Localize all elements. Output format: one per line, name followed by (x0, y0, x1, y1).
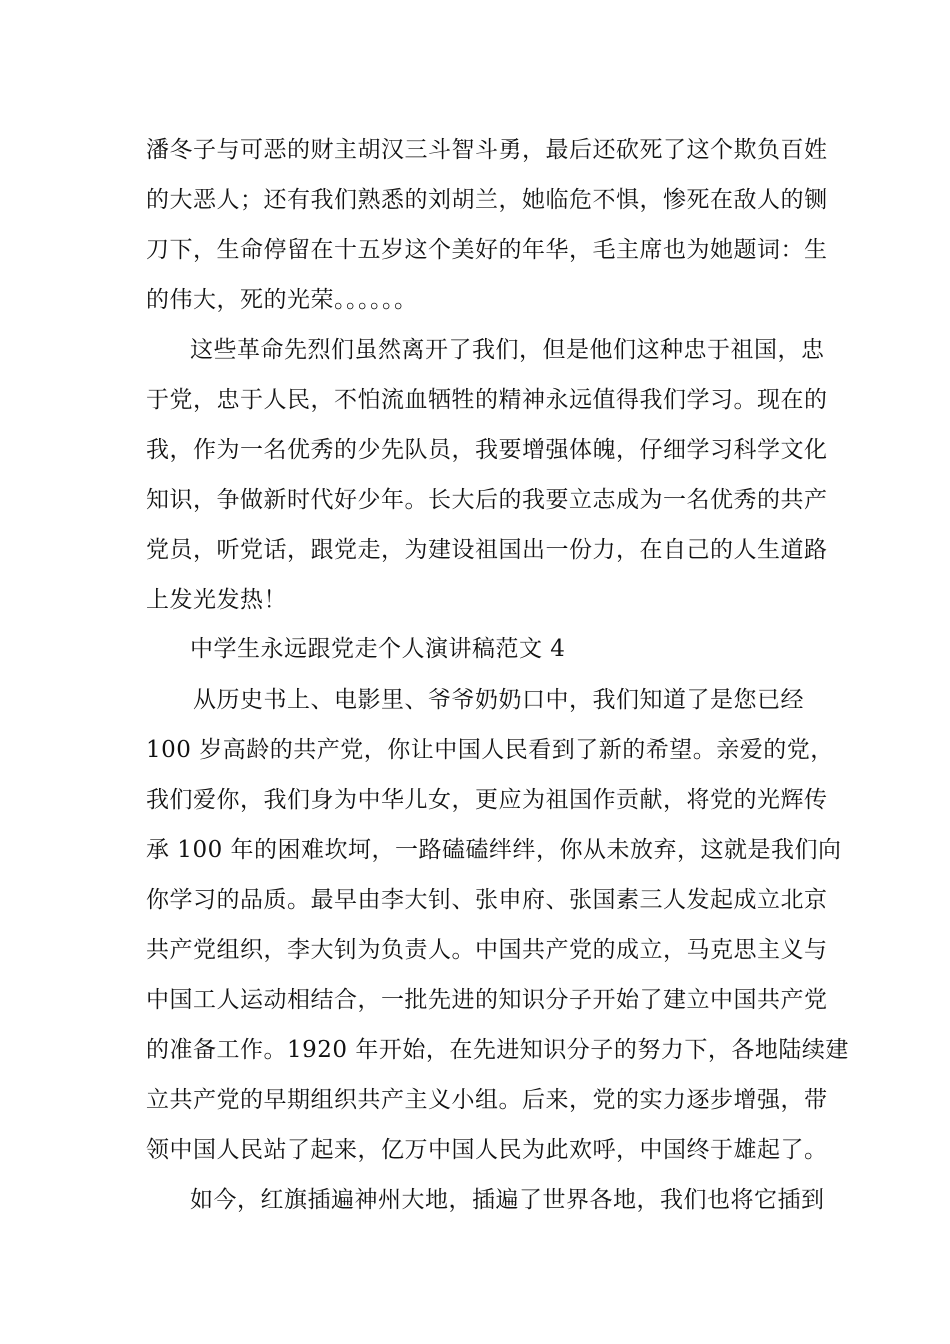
paragraph-line: 的准备工作。1920 年开始，在先进知识分子的努力下，各地陆续建 (146, 1037, 849, 1063)
paragraph-line: 从历史书上、电影里、爷爷奶奶口中，我们知道了是您已经 (193, 687, 804, 713)
paragraph-line: 上发光发热！ (146, 587, 287, 613)
paragraph-line: 的伟大，死的光荣。。。。。。 (146, 287, 418, 313)
paragraph-line: 党员，听党话，跟党走，为建设祖国出一份力，在自己的人生道路 (146, 537, 828, 563)
paragraph-line: 这些革命先烈们虽然离开了我们，但是他们这种忠于祖国，忠 (190, 337, 825, 363)
paragraph-line: 知识，争做新时代好少年。长大后的我要立志成为一名优秀的共产 (146, 487, 828, 513)
paragraph-line: 我们爱你，我们身为中华儿女，更应为祖国作贡献，将党的光辉传 (146, 787, 828, 813)
paragraph-line: 领中国人民站了起来，亿万中国人民为此欢呼，中国终于雄起了。 (146, 1137, 828, 1163)
paragraph-line: 你学习的品质。最早由李大钊、张申府、张国素三人发起成立北京 (146, 887, 828, 913)
paragraph-line: 中国工人运动相结合，一批先进的知识分子开始了建立中国共产党 (146, 987, 828, 1013)
paragraph-line: 共产党组织，李大钊为负责人。中国共产党的成立，马克思主义与 (146, 937, 828, 963)
paragraph-line: 我，作为一名优秀的少先队员，我要增强体魄，仔细学习科学文化 (146, 437, 828, 463)
paragraph-line: 如今，红旗插遍神州大地，插遍了世界各地，我们也将它插到 (190, 1187, 825, 1213)
paragraph-line: 承 100 年的困难坎坷，一路磕磕绊绊，你从未放弃，这就是我们向 (146, 837, 842, 863)
paragraph-line: 刀下，生命停留在十五岁这个美好的年华，毛主席也为她题词：生 (146, 237, 828, 263)
paragraph-line: 100 岁高龄的共产党，你让中国人民看到了新的希望。亲爱的党， (146, 737, 834, 763)
paragraph-line: 的大恶人；还有我们熟悉的刘胡兰，她临危不惧，惨死在敌人的铡 (146, 187, 828, 213)
paragraph-line: 潘冬子与可恶的财主胡汉三斗智斗勇，最后还砍死了这个欺负百姓 (146, 137, 828, 163)
section-heading: 中学生永远跟党走个人演讲稿范文 4 (190, 636, 566, 662)
paragraph-line: 立共产党的早期组织共产主义小组。后来，党的实力逐步增强，带 (146, 1087, 828, 1113)
paragraph-line: 于党，忠于人民，不怕流血牺牲的精神永远值得我们学习。现在的 (146, 387, 828, 413)
